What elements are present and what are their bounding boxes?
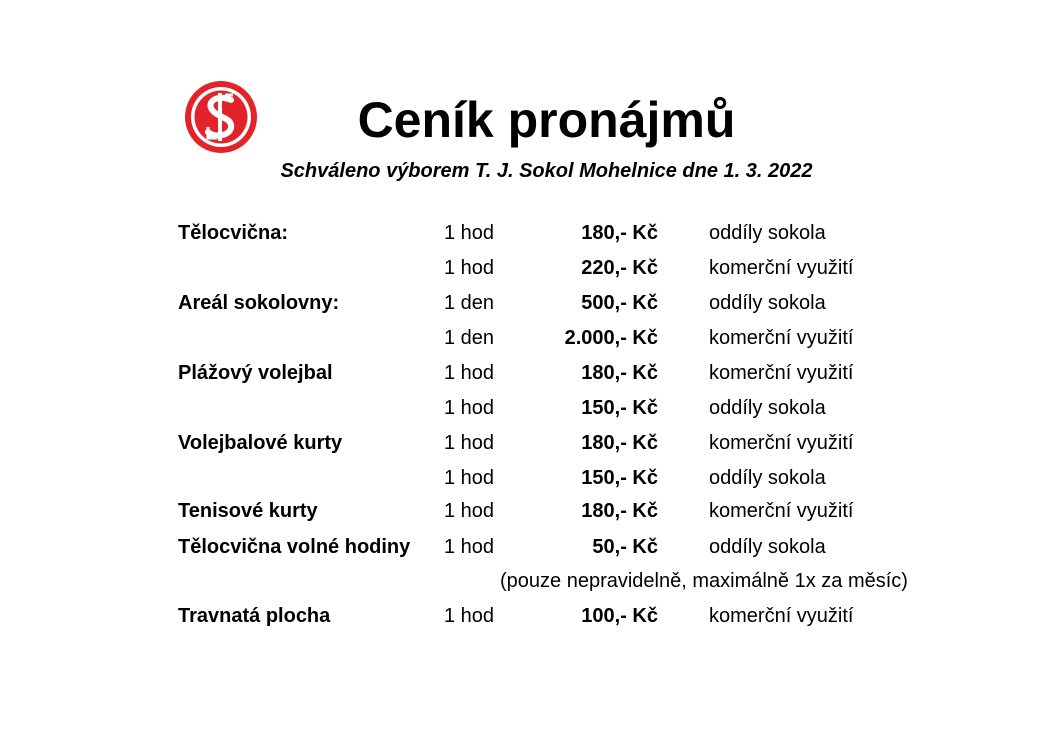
item-name: Volejbalové kurty bbox=[178, 432, 343, 454]
item-unit: 1 hod bbox=[444, 397, 495, 419]
item-note: komerční využití bbox=[709, 327, 854, 349]
item-name: Tenisové kurty bbox=[178, 500, 318, 522]
item-unit: 1 den bbox=[444, 327, 495, 349]
item-unit: 1 hod bbox=[444, 362, 495, 384]
item-note: oddíly sokola bbox=[709, 397, 826, 419]
item-unit: 1 hod bbox=[444, 536, 495, 558]
item-price: 50,- Kč bbox=[592, 536, 658, 558]
item-note: komerční využití bbox=[709, 605, 854, 627]
item-price: 100,- Kč bbox=[581, 605, 658, 627]
item-name: Tělocvična: bbox=[178, 222, 289, 244]
item-unit: 1 den bbox=[444, 292, 495, 314]
item-price: 150,- Kč bbox=[581, 397, 658, 419]
item-note: komerční využití bbox=[709, 362, 854, 384]
item-note: komerční využití bbox=[709, 257, 854, 279]
item-price: 180,- Kč bbox=[581, 362, 658, 384]
item-unit: 1 hod bbox=[444, 500, 495, 522]
item-name: Tělocvična volné hodiny bbox=[178, 536, 411, 558]
item-price: 180,- Kč bbox=[581, 432, 658, 454]
item-name: Plážový volejbal bbox=[178, 362, 333, 384]
item-note: komerční využití bbox=[709, 432, 854, 454]
page-subtitle: Schváleno výborem T. J. Sokol Mohelnice dne 1. 3. 2022 bbox=[280, 160, 813, 182]
item-note: oddíly sokola bbox=[709, 536, 826, 558]
item-unit: 1 hod bbox=[444, 432, 495, 454]
item-price: 220,- Kč bbox=[581, 257, 658, 279]
item-price: 2.000,- Kč bbox=[564, 327, 658, 349]
item-price: 180,- Kč bbox=[581, 222, 658, 244]
item-unit: 1 hod bbox=[444, 605, 495, 627]
item-name: Travnatá plocha bbox=[178, 605, 331, 627]
item-price: 180,- Kč bbox=[581, 500, 658, 522]
item-note: oddíly sokola bbox=[709, 467, 826, 489]
usage-note: (pouze nepravidelně, maximálně 1x za měsíc) bbox=[500, 570, 908, 592]
page-title: Ceník pronájmů bbox=[357, 92, 736, 148]
item-note: komerční využití bbox=[709, 500, 854, 522]
item-price: 500,- Kč bbox=[581, 292, 658, 314]
item-note: oddíly sokola bbox=[709, 222, 826, 244]
item-unit: 1 hod bbox=[444, 222, 495, 244]
item-unit: 1 hod bbox=[444, 467, 495, 489]
item-price: 150,- Kč bbox=[581, 467, 658, 489]
item-note: oddíly sokola bbox=[709, 292, 826, 314]
item-name: Areál sokolovny: bbox=[178, 292, 340, 314]
item-unit: 1 hod bbox=[444, 257, 495, 279]
